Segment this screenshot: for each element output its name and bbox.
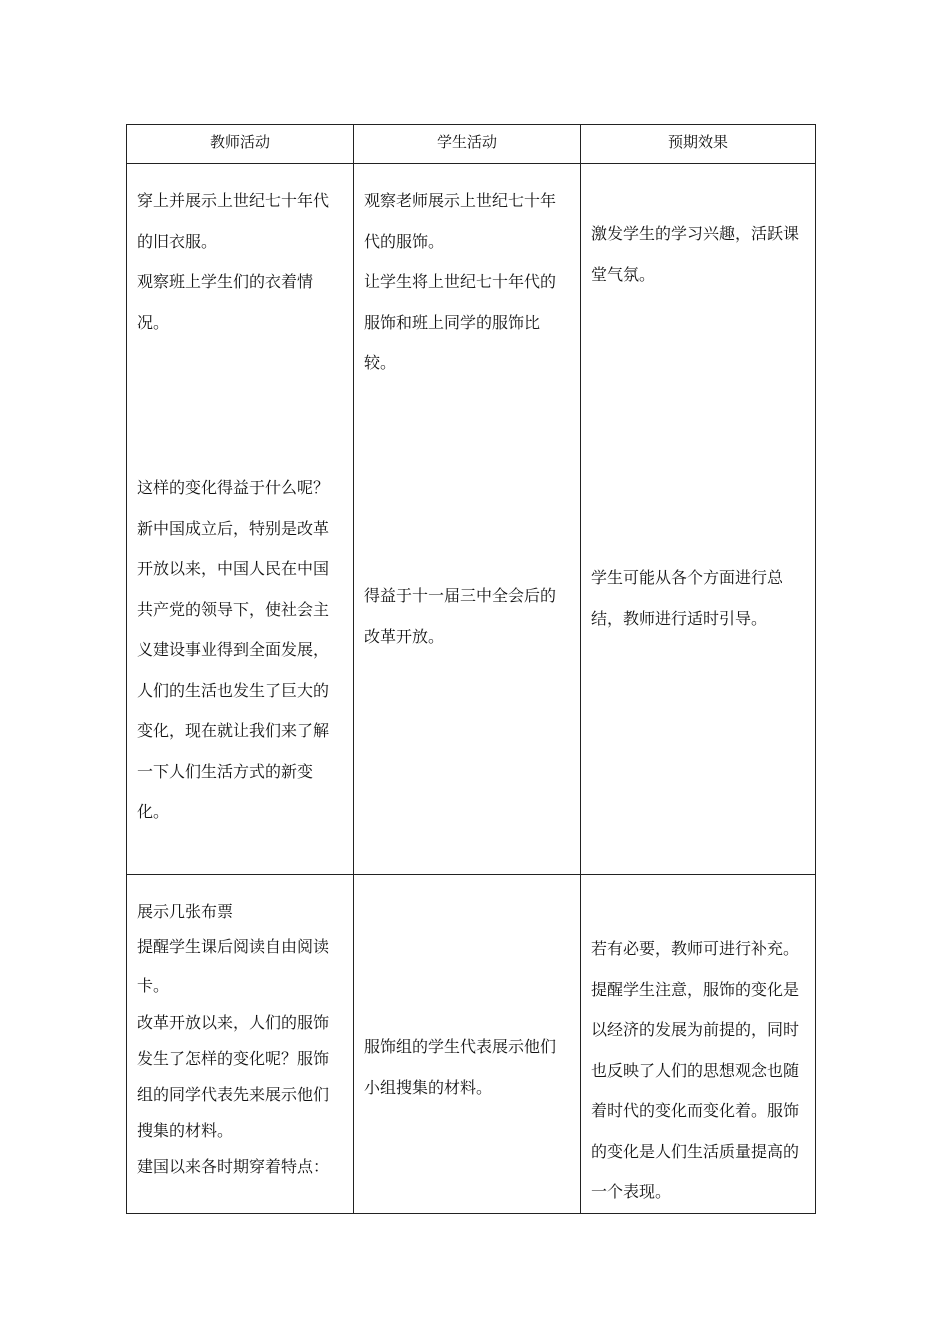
row2-student-cell <box>364 1027 576 1108</box>
row-divider <box>127 874 815 875</box>
row1-student-cell-b <box>364 576 576 657</box>
row1-student-cell <box>364 181 576 384</box>
header-expected-effect: 预期效果 <box>667 133 728 151</box>
header-student-activity: 学生活动 <box>436 133 497 151</box>
row1-student-text-2: 让学生将上世纪七十年代的 服饰和班上同学的服饰比 较。 <box>364 272 557 372</box>
row1-teacher-text-1: 穿上并展示上世纪七十年代 的旧衣服。 <box>137 191 330 251</box>
lesson-plan-table <box>126 124 816 1214</box>
header-teacher-activity: 教师活动 <box>209 133 270 151</box>
header-divider <box>127 163 815 164</box>
row1-teacher-text-3: 这样的变化得益于什么呢？ 新中国成立后，特别是改革 开放以来，中国人民在中国 共产党的领导下，使社会主 义建设事业得到全面发展， 人们的生活也发生了巨大的 变化，现在就让我们来了解 一下人们生活方式的新变 化。 <box>137 478 330 821</box>
row2-teacher-text-3: 改革开放以来，人们的服饰 发生了怎样的变化呢？服饰 组的同学代表先来展示他们 搜集的材料。 <box>137 1013 330 1140</box>
row2-teacher-cell <box>137 897 349 1185</box>
row1-effect-cell <box>591 214 813 295</box>
row2-effect-text-1: 若有必要，教师可进行补充。 提醒学生注意，服饰的变化是 以经济的发展为前提的，同时 也反映了人们的思想观念也随 着时代的变化而变化着。服饰 的变化是人们生活质量提高的 一个表现。 <box>591 939 800 1201</box>
column-divider <box>353 125 354 1213</box>
row1-teacher-text-2: 观察班上学生们的衣着情 况。 <box>137 272 314 332</box>
row1-student-text-1: 观察老师展示上世纪七十年 代的服饰。 <box>364 191 557 251</box>
row1-effect-cell-b <box>591 558 813 639</box>
row2-teacher-text-4: 建国以来各时期穿着特点： <box>137 1157 330 1176</box>
row1-effect-text-2: 学生可能从各个方面进行总 结，教师进行适时引导。 <box>591 568 784 628</box>
row2-student-text-1: 服饰组的学生代表展示他们 小组搜集的材料。 <box>364 1037 557 1097</box>
row2-teacher-text-2: 提醒学生课后阅读自由阅读 卡。 <box>137 937 330 995</box>
row1-teacher-cell <box>137 181 349 343</box>
column-divider <box>580 125 581 1213</box>
row2-effect-cell <box>591 929 813 1213</box>
row1-effect-text-1: 激发学生的学习兴趣，活跃课 堂气氛。 <box>591 224 800 284</box>
row1-student-text-3: 得益于十一届三中全会后的 改革开放。 <box>364 586 557 646</box>
row2-teacher-text-1: 展示几张布票 <box>137 902 234 921</box>
row1-teacher-cell-b <box>137 468 349 833</box>
